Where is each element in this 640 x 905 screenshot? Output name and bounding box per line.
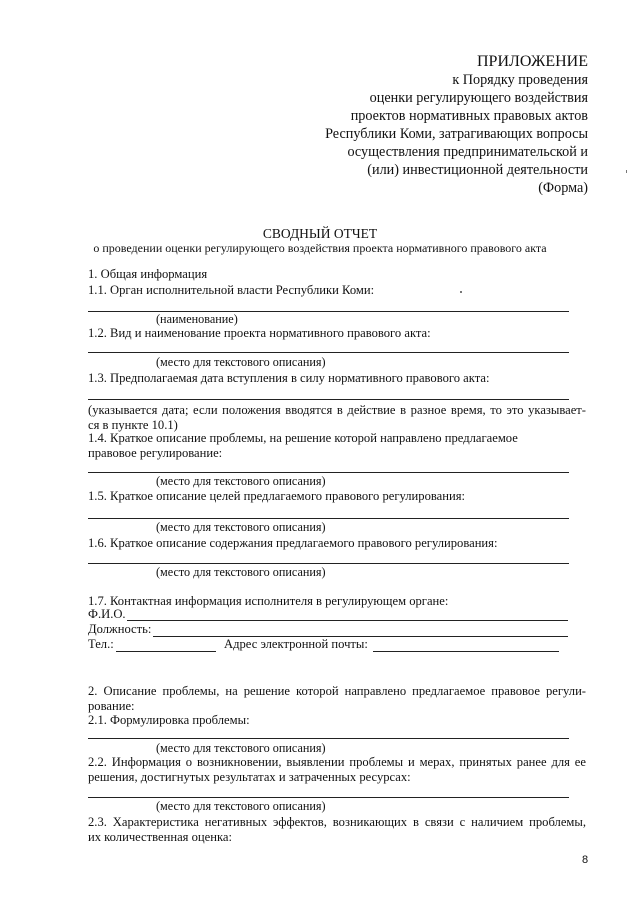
contact-phone-line[interactable] xyxy=(116,651,216,652)
field-1-3-line[interactable] xyxy=(88,399,569,400)
section-2-heading: 2. Описание проблемы, на решение которой направлено предлагаемое правовое регули- xyxy=(88,684,586,698)
contact-fio-label: Ф.И.О. xyxy=(88,607,126,621)
field-1-3-hint: (указывается дата; если положения вводятся в действие в разное время, то это указывает- xyxy=(88,403,586,417)
report-subtitle: о проведении оценки регулирующего воздействия проекта нормативного правового акта xyxy=(93,241,547,255)
field-1-4-label-cont: правовое регулирование: xyxy=(88,446,223,460)
field-1-2-label: 1.2. Вид и наименование проекта нормативного правового акта: xyxy=(88,326,431,340)
scan-speck xyxy=(460,291,462,293)
appendix-form-label: (Форма) xyxy=(538,180,588,196)
appendix-title: ПРИЛОЖЕНИЕ xyxy=(476,53,588,70)
scan-speck xyxy=(626,170,627,173)
field-1-1-label: 1.1. Орган исполнительной власти Республики Коми: xyxy=(88,283,375,297)
field-1-4-label: 1.4. Краткое описание проблемы, на решение которой направлено предлагаемое xyxy=(88,431,518,445)
contact-fio-line[interactable] xyxy=(127,620,568,621)
field-1-5-label: 1.5. Краткое описание целей предлагаемого правового регулирования: xyxy=(88,489,466,503)
page-number: 8 xyxy=(582,854,589,866)
contact-email-line[interactable] xyxy=(373,651,559,652)
field-1-6-line[interactable] xyxy=(88,563,569,564)
field-2-1-label: 2.1. Формулировка проблемы: xyxy=(88,713,250,727)
appendix-line: проектов нормативных правовых актов xyxy=(350,108,588,124)
appendix-line: Республики Коми, затрагивающих вопросы xyxy=(325,126,588,142)
field-1-2-hint: (место для текстового описания) xyxy=(156,355,326,369)
field-2-3-label: 2.3. Характеристика негативных эффектов, возникающих в связи с наличием проблемы, xyxy=(88,815,586,829)
section-1-heading: 1. Общая информация xyxy=(88,267,208,281)
contact-position-label: Должность: xyxy=(88,622,152,636)
field-1-3-label: 1.3. Предполагаемая дата вступления в силу нормативного правового акта: xyxy=(88,371,490,385)
field-2-3-label-cont: их количественная оценка: xyxy=(88,830,233,844)
appendix-line: (или) инвестиционной деятельности xyxy=(367,162,588,178)
field-1-1-hint: (наименование) xyxy=(156,312,238,326)
field-1-4-hint: (место для текстового описания) xyxy=(156,474,326,488)
field-2-2-label-cont: решения, достигнутых результатах и затраченных ресурсах: xyxy=(88,770,411,784)
contact-email-label: Адрес электронной почты: xyxy=(224,637,368,651)
field-2-1-hint: (место для текстового описания) xyxy=(156,741,326,755)
field-1-6-label: 1.6. Краткое описание содержания предлагаемого правового регулирования: xyxy=(88,536,498,550)
field-1-3-hint-cont: ся в пункте 10.1) xyxy=(88,418,178,432)
appendix-line: осуществления предпринимательской и xyxy=(347,144,588,160)
field-1-7-label: 1.7. Контактная информация исполнителя в регулирующем органе: xyxy=(88,594,449,608)
field-1-4-line[interactable] xyxy=(88,472,569,473)
field-2-2-label: 2.2. Информация о возникновении, выявлении проблемы и мерах, принятых ранее для ее xyxy=(88,755,586,769)
field-2-2-line[interactable] xyxy=(88,797,569,798)
appendix-line: оценки регулирующего воздействия xyxy=(369,90,588,106)
section-2-heading-cont: рование: xyxy=(88,699,135,713)
report-title: СВОДНЫЙ ОТЧЕТ xyxy=(262,226,378,241)
field-2-2-hint: (место для текстового описания) xyxy=(156,799,326,813)
field-1-6-hint: (место для текстового описания) xyxy=(156,565,326,579)
field-2-1-line[interactable] xyxy=(88,738,569,739)
appendix-header xyxy=(325,52,588,197)
field-1-2-line[interactable] xyxy=(88,352,569,353)
field-1-5-hint: (место для текстового описания) xyxy=(156,520,326,534)
contact-phone-label: Тел.: xyxy=(88,637,114,651)
field-1-5-line[interactable] xyxy=(88,518,569,519)
appendix-line: к Порядку проведения xyxy=(452,72,588,88)
